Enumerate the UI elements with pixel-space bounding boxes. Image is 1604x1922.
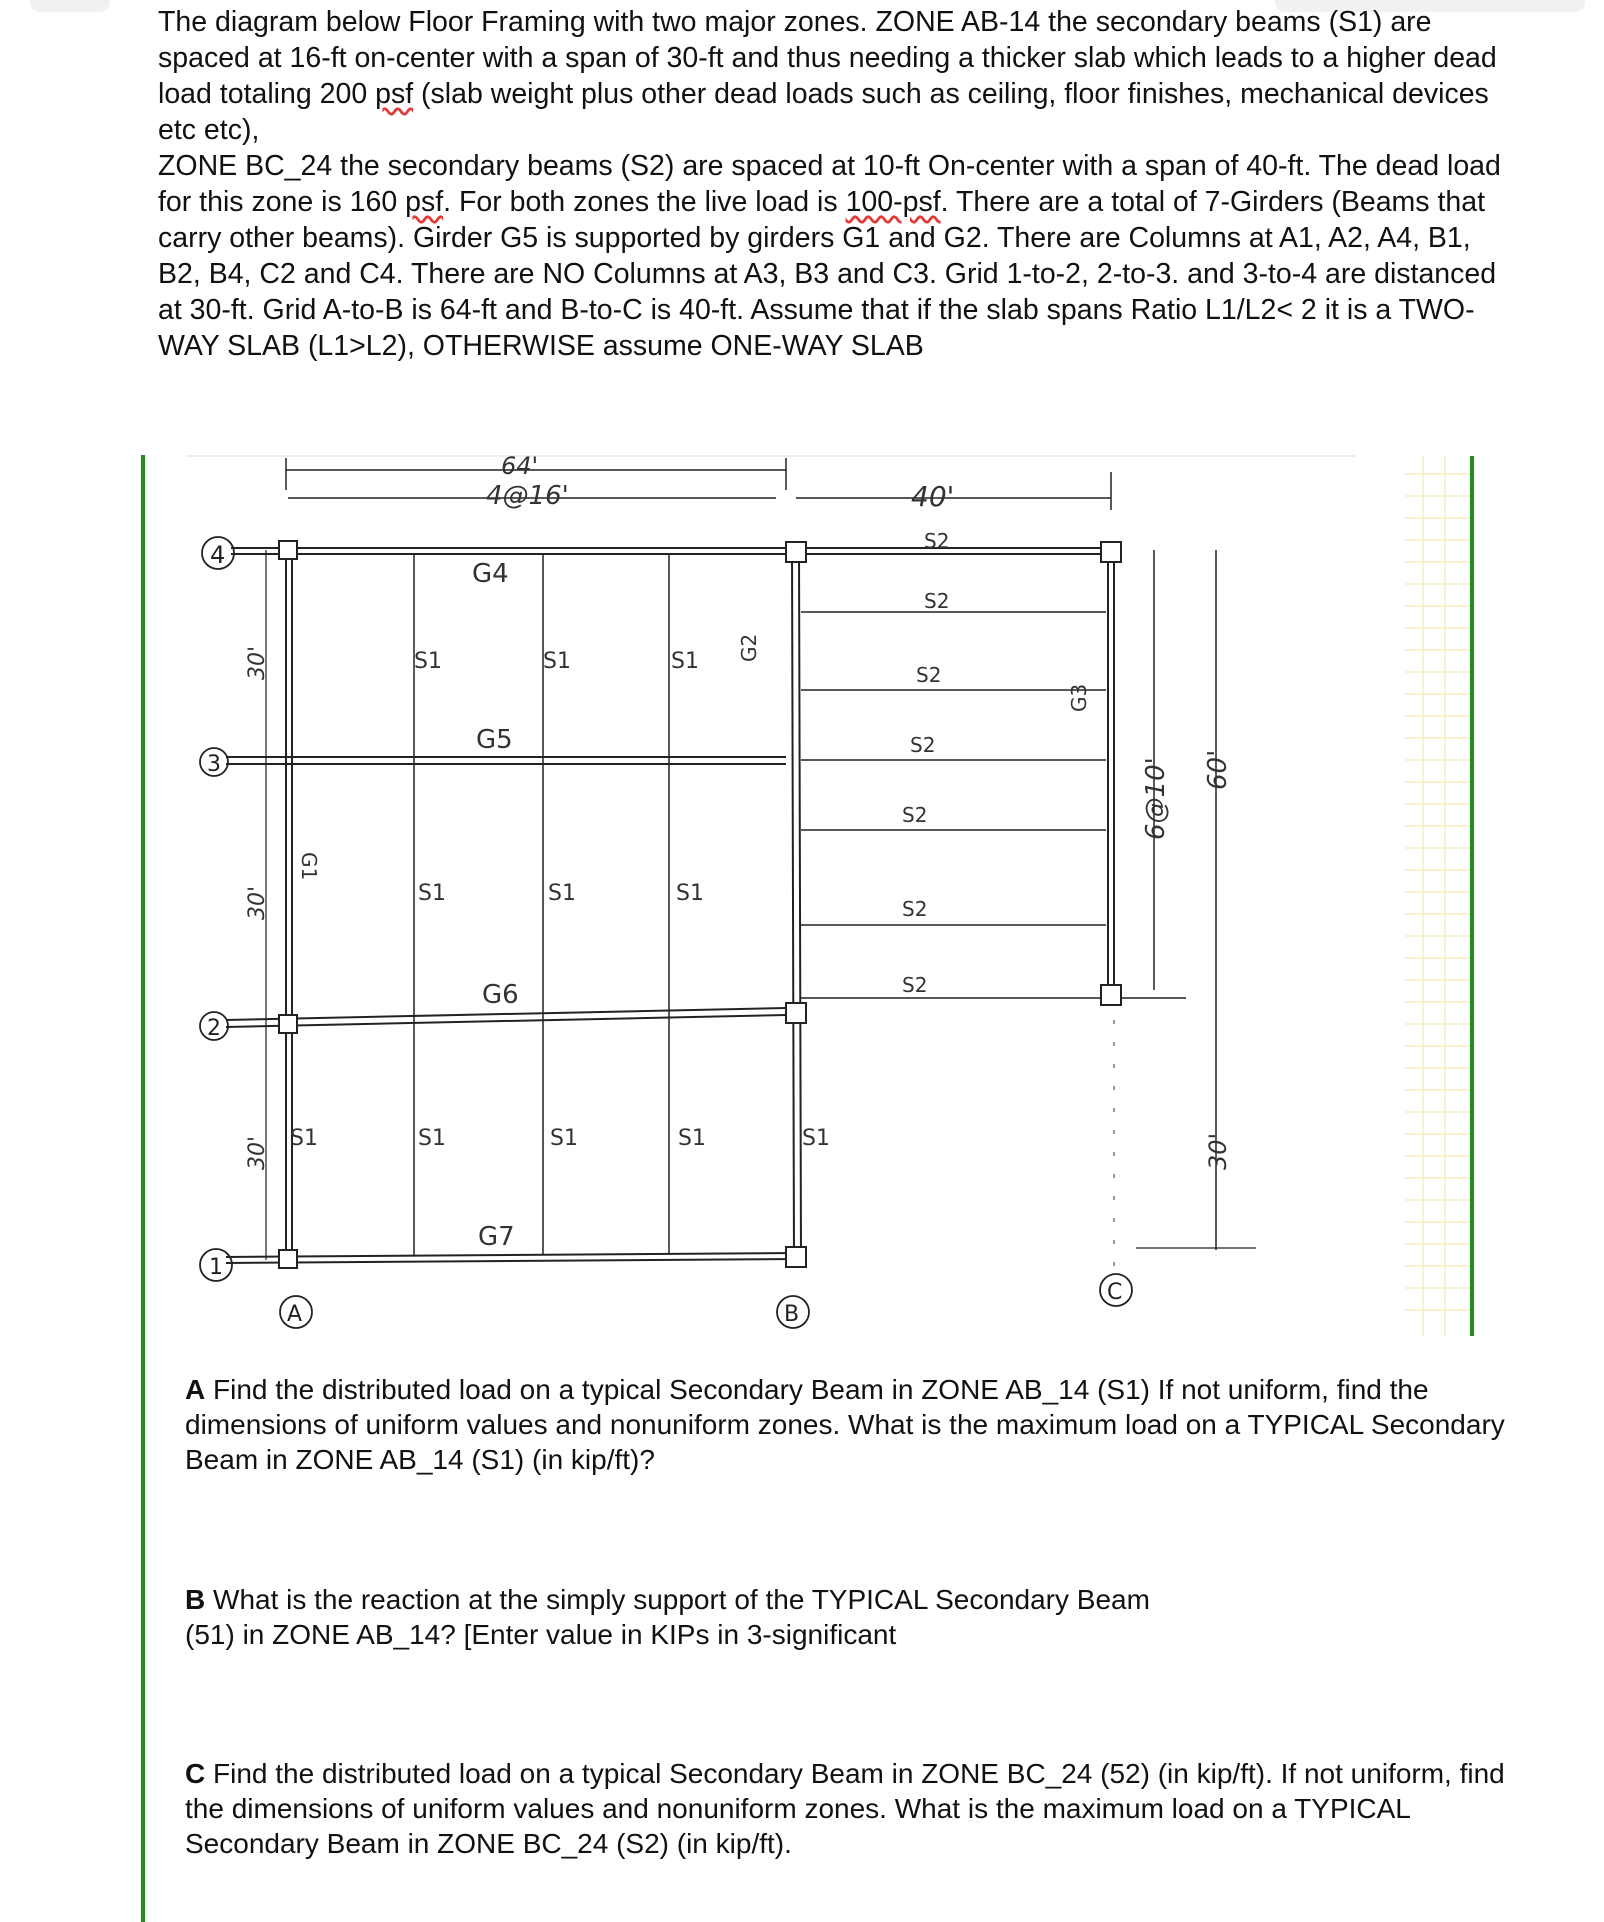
dimension-40ft: [796, 472, 1111, 513]
ruled-paper-strip: [1405, 456, 1475, 1336]
spellcheck-word: psf: [405, 186, 444, 218]
s2-label: S2: [916, 663, 942, 687]
girder-label-g1: G1: [297, 852, 321, 881]
dim-30-row12: 30': [245, 1135, 270, 1170]
s1-label: S1: [802, 1126, 830, 1151]
s2-label: S2: [924, 589, 950, 613]
dim-30-row23: 30': [245, 885, 270, 920]
grid-bubble-A: [280, 1296, 312, 1328]
s2-label: S2: [902, 803, 928, 827]
girder-label-g5: G5: [476, 725, 513, 755]
grid-bubble-2: [200, 1012, 228, 1041]
svg-text:C: C: [1107, 1280, 1123, 1305]
s1-label: S1: [671, 649, 699, 674]
grid-bubble-1: [200, 1249, 232, 1281]
s1-label: S1: [678, 1126, 706, 1151]
s1-label: S1: [418, 1126, 446, 1151]
grid-bubble-3: [200, 748, 228, 777]
s2-label: S2: [910, 733, 936, 757]
s2-label: S2: [902, 897, 928, 921]
left-tab[interactable]: [30, 0, 110, 12]
dim-4at16-label: 4@16': [486, 481, 569, 511]
spellcheck-word: 100-psf: [845, 186, 941, 218]
right-margin-line: [1470, 456, 1474, 1336]
grid-bubble-B: [777, 1296, 809, 1328]
floor-framing-plan: [186, 450, 1406, 1340]
svg-text:4: 4: [210, 541, 226, 569]
s1-label: S1: [414, 649, 442, 674]
s1-label: S1: [550, 1126, 578, 1151]
svg-text:3: 3: [207, 752, 221, 777]
grid-bubble-C: [1100, 1274, 1132, 1306]
girder-label-g7: G7: [478, 1222, 515, 1252]
s1-label: S1: [543, 649, 571, 674]
dim-60-label: 60': [1203, 749, 1233, 790]
dim-30-right-label: 30': [1204, 1132, 1232, 1170]
dim-40-label: 40': [911, 480, 955, 513]
left-margin-line: [141, 455, 145, 1922]
grid-bubble-4: [202, 537, 234, 569]
svg-text:A: A: [287, 1302, 303, 1327]
girder-label-g2: G2: [737, 633, 761, 662]
s1-label: S1: [418, 881, 446, 906]
intro-paragraph-1: The diagram below Floor Framing with two major zones. ZONE AB-14 the secondary beams (S1) are spaced at 16-ft on-center with a span of 30-ft and thus needing a thicker slab which leads to a higher dead load totaling 200 psf (slab weight plus other dead loads such as ceiling, floor finishes, mechanical devices etc etc),: [158, 6, 1497, 146]
question-c: C Find the distributed load on a typical Secondary Beam in ZONE BC_24 (52) (in kip/ft). If not uniform, find the dimensions of uniform values and nonuniform zones. What is the maximum load on a TYPICAL Secondary Beam in ZONE BC_24 (S2) (in kip/ft).: [185, 1758, 1505, 1859]
s1-label: S1: [290, 1126, 318, 1151]
girder-label-g4: G4: [472, 559, 509, 589]
svg-text:B: B: [784, 1302, 800, 1327]
s2-label: S2: [924, 529, 950, 553]
problem-statement: [158, 4, 1518, 364]
s1-label: S1: [676, 881, 704, 906]
girder-label-g3: G3: [1067, 683, 1091, 712]
dim-64-label: 64': [501, 452, 539, 480]
s2-label: S2: [902, 973, 928, 997]
question-b: B What is the reaction at the simply support of the TYPICAL Secondary Beam (51) in ZONE AB_14? [Enter value in KIPs in 3-significant: [185, 1584, 1150, 1650]
girder-label-g6: G6: [482, 980, 519, 1010]
svg-text:1: 1: [209, 1255, 223, 1280]
svg-text:2: 2: [207, 1016, 221, 1041]
spellcheck-word: psf: [375, 78, 414, 110]
dimension-4at16: [288, 481, 776, 511]
s1-label: S1: [548, 881, 576, 906]
dim-30-row34: 30': [245, 645, 270, 680]
intro-paragraph-2: ZONE BC_24 the secondary beams (S2) are spaced at 10-ft On-center with a span of 40-ft. The dead load for this zone is 160 psf. For both zones the live load is 100-psf. There are a total of 7-Girders (Beams that carry other beams). Girder G5 is supported by girders G1 and G2. There are Columns at A1, A2, A4, B1, B2, B4, C2 and C4. There are NO Columns at A3, B3 and C3. Grid 1-to-2, 2-to-3. and 3-to-4 are distanced at 30-ft. Grid A-to-B is 64-ft and B-to-C is 40-ft. Assume that if the slab spans Ratio L1/L2< 2 it is a TWO-WAY SLAB (L1>L2), OTHERWISE assume ONE-WAY SLAB: [158, 150, 1501, 362]
question-a: A Find the distributed load on a typical Secondary Beam in ZONE AB_14 (S1) If not uniform, find the dimensions of uniform values and nonuniform zones. What is the maximum load on a TYPICAL Secondary Beam in ZONE AB_14 (S1) (in kip/ft)?: [185, 1374, 1505, 1475]
dim-6at10-label: 6@10': [1141, 757, 1171, 840]
